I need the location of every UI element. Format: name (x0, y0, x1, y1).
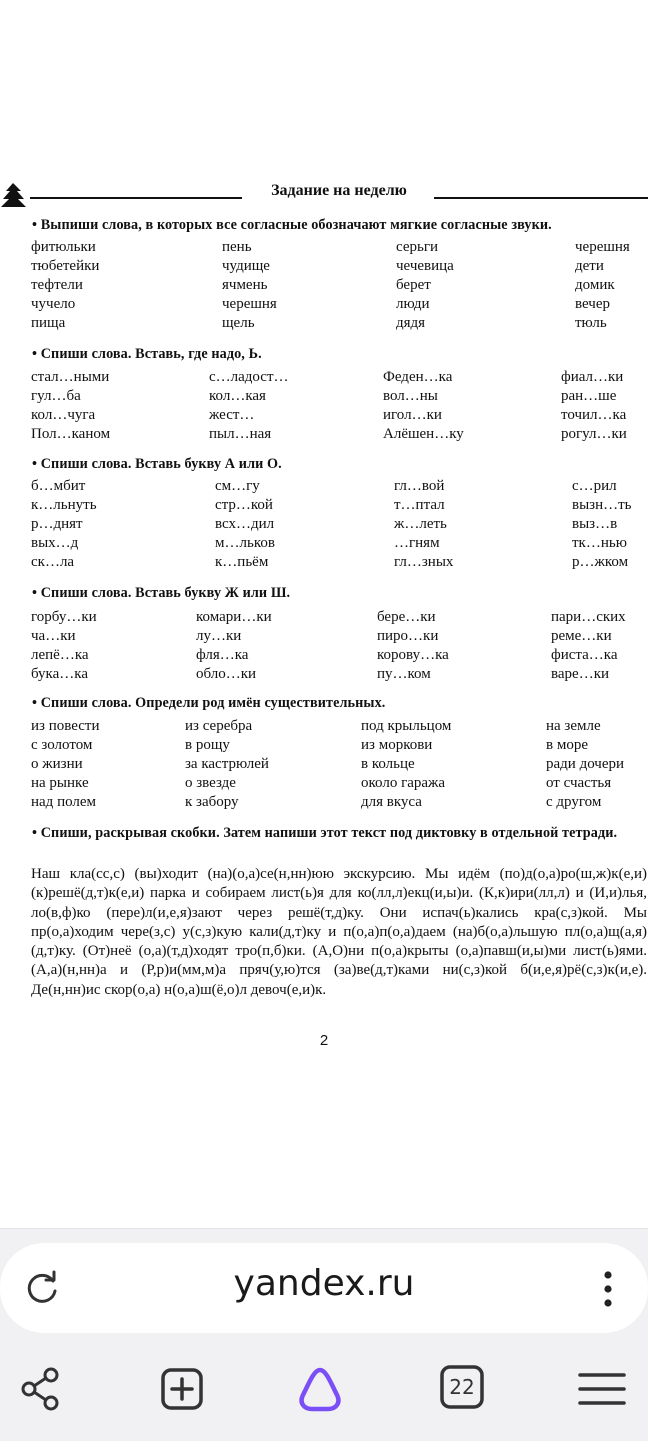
word: чечевица (396, 258, 454, 274)
word: комари…ки (196, 609, 272, 625)
word: фиал…ки (561, 369, 624, 385)
word: около гаража (361, 775, 446, 791)
word: серьги (396, 239, 439, 255)
word: тюль (575, 315, 607, 331)
word: из моркови (361, 737, 433, 753)
word: о звезде (185, 775, 236, 791)
word: пу…ком (377, 666, 431, 682)
word: лу…ки (196, 628, 242, 644)
word: Пол…каном (31, 426, 111, 442)
word: черешня (575, 239, 630, 255)
word: от счастья (546, 775, 612, 791)
word: точил…ка (561, 407, 627, 423)
word: пыл…ная (209, 426, 272, 442)
word: тк…нью (572, 535, 627, 551)
word: р…жком (572, 554, 629, 570)
new-tab-icon[interactable] (158, 1365, 206, 1413)
word: ран…ше (561, 388, 617, 404)
page-number: 2 (319, 1032, 329, 1049)
word: игол…ки (383, 407, 442, 423)
word: м…льков (215, 535, 275, 551)
word: б…мбит (31, 478, 86, 494)
word: над полем (31, 794, 97, 810)
word: бука…ка (31, 666, 88, 682)
header-rule-right (434, 197, 648, 199)
word: чудище (222, 258, 270, 274)
task-6-title: • Спиши, раскрывая скобки. Затем напиши этот текст под диктовку в отдельной тетради. (32, 825, 618, 841)
word: лепё…ка (31, 647, 89, 663)
word: с золотом (31, 737, 93, 753)
word: тефтели (31, 277, 83, 293)
word: см…гу (215, 478, 260, 494)
menu-dots-icon[interactable] (590, 1269, 626, 1309)
url-text[interactable]: yandex.ru (233, 1263, 415, 1304)
word: берет (396, 277, 431, 293)
word: пень (222, 239, 252, 255)
word: …гням (394, 535, 440, 551)
word: гл…зных (394, 554, 454, 570)
word: ск…ла (31, 554, 75, 570)
word: реме…ки (551, 628, 612, 644)
browser-toolbar (0, 1357, 648, 1417)
word: к…пьём (215, 554, 269, 570)
word: с…ладост… (209, 369, 289, 385)
word: вол…ны (383, 388, 438, 404)
word: о жизни (31, 756, 83, 772)
word: из повести (31, 718, 100, 734)
word: корову…ка (377, 647, 449, 663)
word: дядя (396, 315, 426, 331)
alice-icon[interactable] (296, 1365, 344, 1413)
word: жест… (209, 407, 255, 423)
word: бере…ки (377, 609, 436, 625)
word: пиро…ки (377, 628, 439, 644)
word: обло…ки (196, 666, 257, 682)
page-title: Задание на неделю (271, 182, 407, 199)
word: к…льнуть (31, 497, 97, 513)
word: всх…дил (215, 516, 275, 532)
word: щель (222, 315, 255, 331)
word: черешня (222, 296, 277, 312)
tree-icon (0, 182, 34, 208)
word: пари…ских (551, 609, 626, 625)
browser-bottom-bar (0, 1228, 648, 1441)
task-3-title: • Спиши слова. Вставь букву А или О. (32, 456, 282, 472)
word: стр…кой (215, 497, 273, 513)
word: горбу…ки (31, 609, 97, 625)
word: с другом (546, 794, 602, 810)
word: вых…д (31, 535, 79, 551)
page-header (0, 180, 648, 210)
word: под крыльцом (361, 718, 452, 734)
word: гл…вой (394, 478, 445, 494)
word: в море (546, 737, 588, 753)
word: на рынке (31, 775, 89, 791)
task-2-title: • Спиши слова. Вставь, где надо, Ь. (32, 346, 262, 362)
word: гул…ба (31, 388, 81, 404)
word: чучело (31, 296, 76, 312)
word: дети (575, 258, 604, 274)
word: ради дочери (546, 756, 625, 772)
tabs-icon[interactable] (440, 1365, 488, 1413)
task-4-title: • Спиши слова. Вставь букву Ж или Ш. (32, 585, 291, 601)
word: вызн…ть (572, 497, 632, 513)
word: кол…кая (209, 388, 266, 404)
hamburger-icon[interactable] (578, 1365, 626, 1413)
header-rule-left (30, 197, 242, 199)
share-icon[interactable] (18, 1365, 66, 1413)
address-bar[interactable] (0, 1243, 648, 1333)
word: тюбетейки (31, 258, 100, 274)
task-1-title: • Выпиши слова, в которых все согласные обозначают мягкие согласные звуки. (32, 217, 552, 233)
word: вечер (575, 296, 610, 312)
dictation-paragraph: Наш кла(сс,с) (вы)ходит (на)(о,а)се(н,нн)юю экскурсию. Мы идём (по)д(о,а)ро(ш,ж)к(е,и) (к)решё(д,т)к(е,и) парка и собираем лист(ь)я для ко(лл,л)екц(и,ы)и. (К,к)ири(лл,л) и (И,и)лья, ло(в,ф)ко (пере)л(и,е,я)зают через решё(т,д)ку. Они испач(ь)кались кра(с,з)кой. Мы пр(о,а)ходим чере(з,с) у(с,з)кую кали(д,т)ку и п(о,а)п(о,а)даем (на)б(о,а)льшую пл(о,а)щ(а,я)(д,т)ку. (От)неё (о,а)(т,д)ходят тро(п,б)ки. (А,О)ни п(о,а)крыты (о,а)павш(и,ы)ми лист(ь)ями. (А,а)(н,нн)а и (Р,р)и(мм,м)а пряч(у,ю)тся (за)ве(д,т)ками ни(с,з)кой б(и,е,я)рё(с,з)к(и,е). Де(н,нн)ис скор(о,а) н(о,а)ш(ё,о)л девоч(е,и)к. (31, 866, 647, 998)
word: фитюльки (31, 239, 96, 255)
word: т…птал (394, 497, 445, 513)
word: к забору (185, 794, 239, 810)
tab-count: 22 (449, 1375, 475, 1399)
word: в кольце (361, 756, 415, 772)
word: для вкуса (361, 794, 422, 810)
word: пища (31, 315, 66, 331)
word: с…рил (572, 478, 617, 494)
word: ячмень (222, 277, 268, 293)
task-5-title: • Спиши слова. Определи род имён существительных. (32, 695, 386, 711)
word: ж…леть (394, 516, 447, 532)
word: домик (575, 277, 615, 293)
word: Алёшен…ку (383, 426, 464, 442)
word: рогул…ки (561, 426, 627, 442)
word: варе…ки (551, 666, 610, 682)
word: на земле (546, 718, 601, 734)
word: фиста…ка (551, 647, 618, 663)
word: выз…в (572, 516, 618, 532)
word: люди (396, 296, 430, 312)
word: за кастрюлей (185, 756, 269, 772)
word: р…днят (31, 516, 83, 532)
word: фля…ка (196, 647, 249, 663)
word: стал…ными (31, 369, 110, 385)
word: ча…ки (31, 628, 76, 644)
word: в рощу (185, 737, 230, 753)
word: из серебра (185, 718, 253, 734)
word: Феден…ка (383, 369, 453, 385)
word: кол…чуга (31, 407, 96, 423)
